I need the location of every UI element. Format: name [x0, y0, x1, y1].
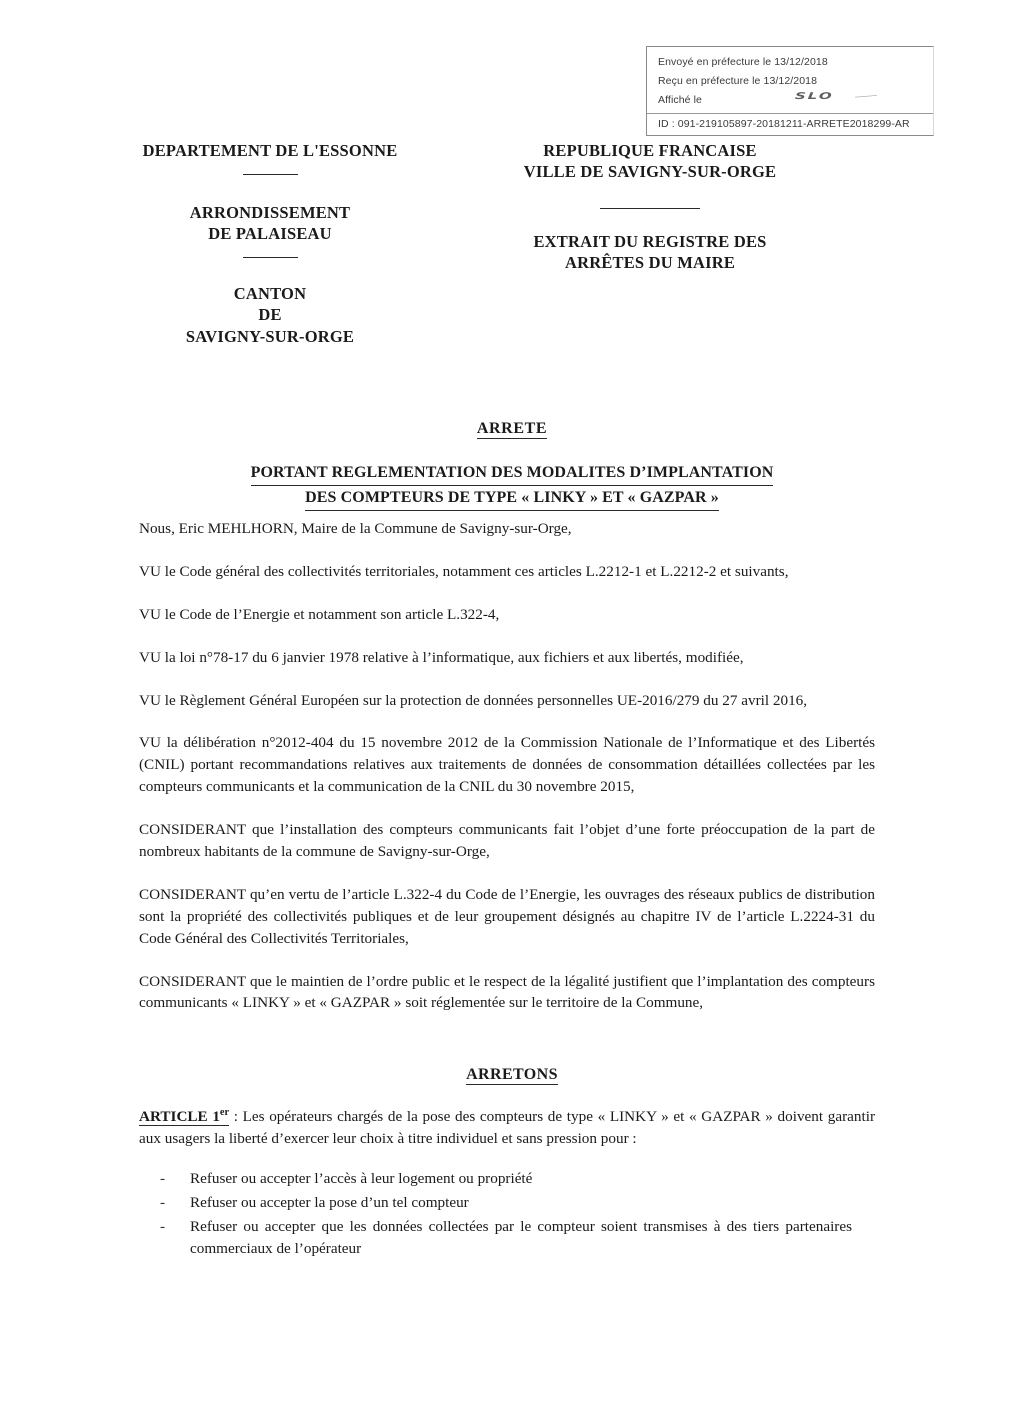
intro-paragraph: Nous, Eric MEHLHORN, Maire de la Commune de Savigny-sur-Orge, — [139, 520, 572, 537]
list-item — [160, 1168, 880, 1190]
spacer — [60, 271, 480, 283]
arrete-heading-text: ARRETE — [476, 420, 548, 437]
title-line-1: PORTANT REGLEMENTATION DES MODALITES D’IMPLANTATION — [251, 461, 774, 486]
article-1-paragraph — [139, 1106, 875, 1150]
header-left-column — [60, 140, 480, 347]
article-1-label — [139, 1108, 229, 1126]
spacer — [60, 188, 480, 202]
list-item-text: Refuser ou accepter l’accès à leur logement ou propriété — [190, 1170, 533, 1187]
stamp-posted-line — [647, 90, 933, 112]
republic-title: REPUBLIQUE FRANCAISE — [543, 141, 757, 160]
article-1-bullet-list — [160, 1168, 880, 1262]
list-item-text: Refuser ou accepter que les données collectées par le compteur soient transmises à des tiers partenaires commerciaux de l’opérateur — [190, 1217, 852, 1257]
stamp-posted-label: Affiché le — [658, 93, 702, 106]
document-body — [139, 518, 875, 1035]
prefecture-stamp-box — [646, 46, 934, 136]
stamp-sent-line: Envoyé en préfecture le 13/12/2018 — [658, 55, 828, 68]
bullet-dash-icon: - — [160, 1217, 166, 1235]
vu-paragraph-1: VU le Code général des collectivités territoriales, notamment ces articles L.2212-1 et L.2212-2 et suivants, — [139, 562, 789, 580]
vu-paragraph-4: VU le Règlement Général Européen sur la protection de données personnelles UE-2016/279 du 27 avril 2016, — [139, 691, 808, 709]
bullet-dash-icon: - — [160, 1193, 166, 1211]
list-item — [160, 1216, 880, 1260]
arretons-heading — [0, 1066, 1024, 1084]
title-line-1-wrap — [0, 461, 1024, 486]
extract-line-1: EXTRAIT DU REGISTRE DES — [533, 232, 767, 252]
canton-line-3: SAVIGNY-SUR-ORGE — [185, 326, 355, 346]
considerant-paragraph-3: CONSIDERANT que le maintien de l’ordre public et le respect de la légalité justifient que l’implantation des compteurs communicants « LINKY » et « GAZPAR » soit réglementée sur le territoire de la Commune, — [139, 972, 875, 1012]
article-1-label-superscript: er — [219, 1106, 230, 1118]
header-rule-1 — [243, 174, 298, 175]
bullet-dash-icon: - — [160, 1170, 166, 1187]
vu-paragraph-3: VU la loi n°78-17 du 6 janvier 1978 relative à l’informatique, aux fichiers et aux libertés, modifiée, — [139, 648, 744, 666]
canton-line-1: CANTON — [233, 284, 307, 304]
header-right-column — [450, 140, 850, 273]
article-1-label-text: ARTICLE 1 — [139, 1108, 220, 1125]
article-1-text: : Les opérateurs chargés de la pose des compteurs de type « LINKY » et « GAZPAR » doivent garantir aux usagers la liberté d’exercer leur choix à titre individuel et sans pression pour : — [139, 1108, 875, 1147]
list-item — [160, 1192, 880, 1214]
canton-line-2: DE — [258, 305, 282, 325]
arrete-heading — [0, 420, 1024, 438]
header-rule-2 — [243, 257, 298, 258]
arretons-heading-text: ARRETONS — [466, 1066, 558, 1083]
stamp-id-line: ID : 091-219105897-20181211-ARRETE2018299-AR — [658, 117, 910, 130]
signature-mark: SLO — [794, 90, 835, 102]
vu-paragraph-5: VU la délibération n°2012-404 du 15 novembre 2012 de la Commission Nationale de l’Informatique et des Libertés (CNIL) portant recommandations relatives aux traitements de données de consommation détaillées collectées par les compteurs communicants et la communication de la CNIL du 30 novembre 2015, — [139, 734, 875, 796]
extract-line-2: ARRÊTES DU MAIRE — [564, 253, 736, 273]
considerant-paragraph-1: CONSIDERANT que l’installation des compteurs communicants fait l’objet d’une forte préoccupation de la part de nombreux habitants de la commune de Savigny-sur-Orge, — [139, 821, 875, 861]
title-line-2-wrap — [0, 486, 1024, 511]
arrondissement-line-2: DE PALAISEAU — [208, 224, 332, 244]
considerant-paragraph-2: CONSIDERANT qu’en vertu de l’article L.322-4 du Code de l’Energie, les ouvrages des réseaux publics de distribution sont la propriété des collectivités publiques et de leur groupement désignés au chapitre IV de l’article L.2224-31 du Code Général des Collectivités Territoriales, — [139, 885, 875, 947]
stamp-received-line: Reçu en préfecture le 13/12/2018 — [658, 74, 818, 87]
title-line-2: DES COMPTEURS DE TYPE « LINKY » ET « GAZPAR » — [305, 486, 719, 511]
arrondissement-line-1: ARRONDISSEMENT — [189, 203, 351, 223]
header-rule-3 — [600, 208, 700, 209]
city-title: VILLE DE SAVIGNY-SUR-ORGE — [523, 162, 777, 182]
list-item-text: Refuser ou accepter la pose d’un tel compteur — [190, 1193, 469, 1211]
vu-paragraph-2: VU le Code de l’Energie et notamment son article L.322-4, — [139, 605, 500, 623]
document-title — [0, 461, 1024, 511]
department-name: DEPARTEMENT DE L'ESSONNE — [142, 141, 398, 160]
